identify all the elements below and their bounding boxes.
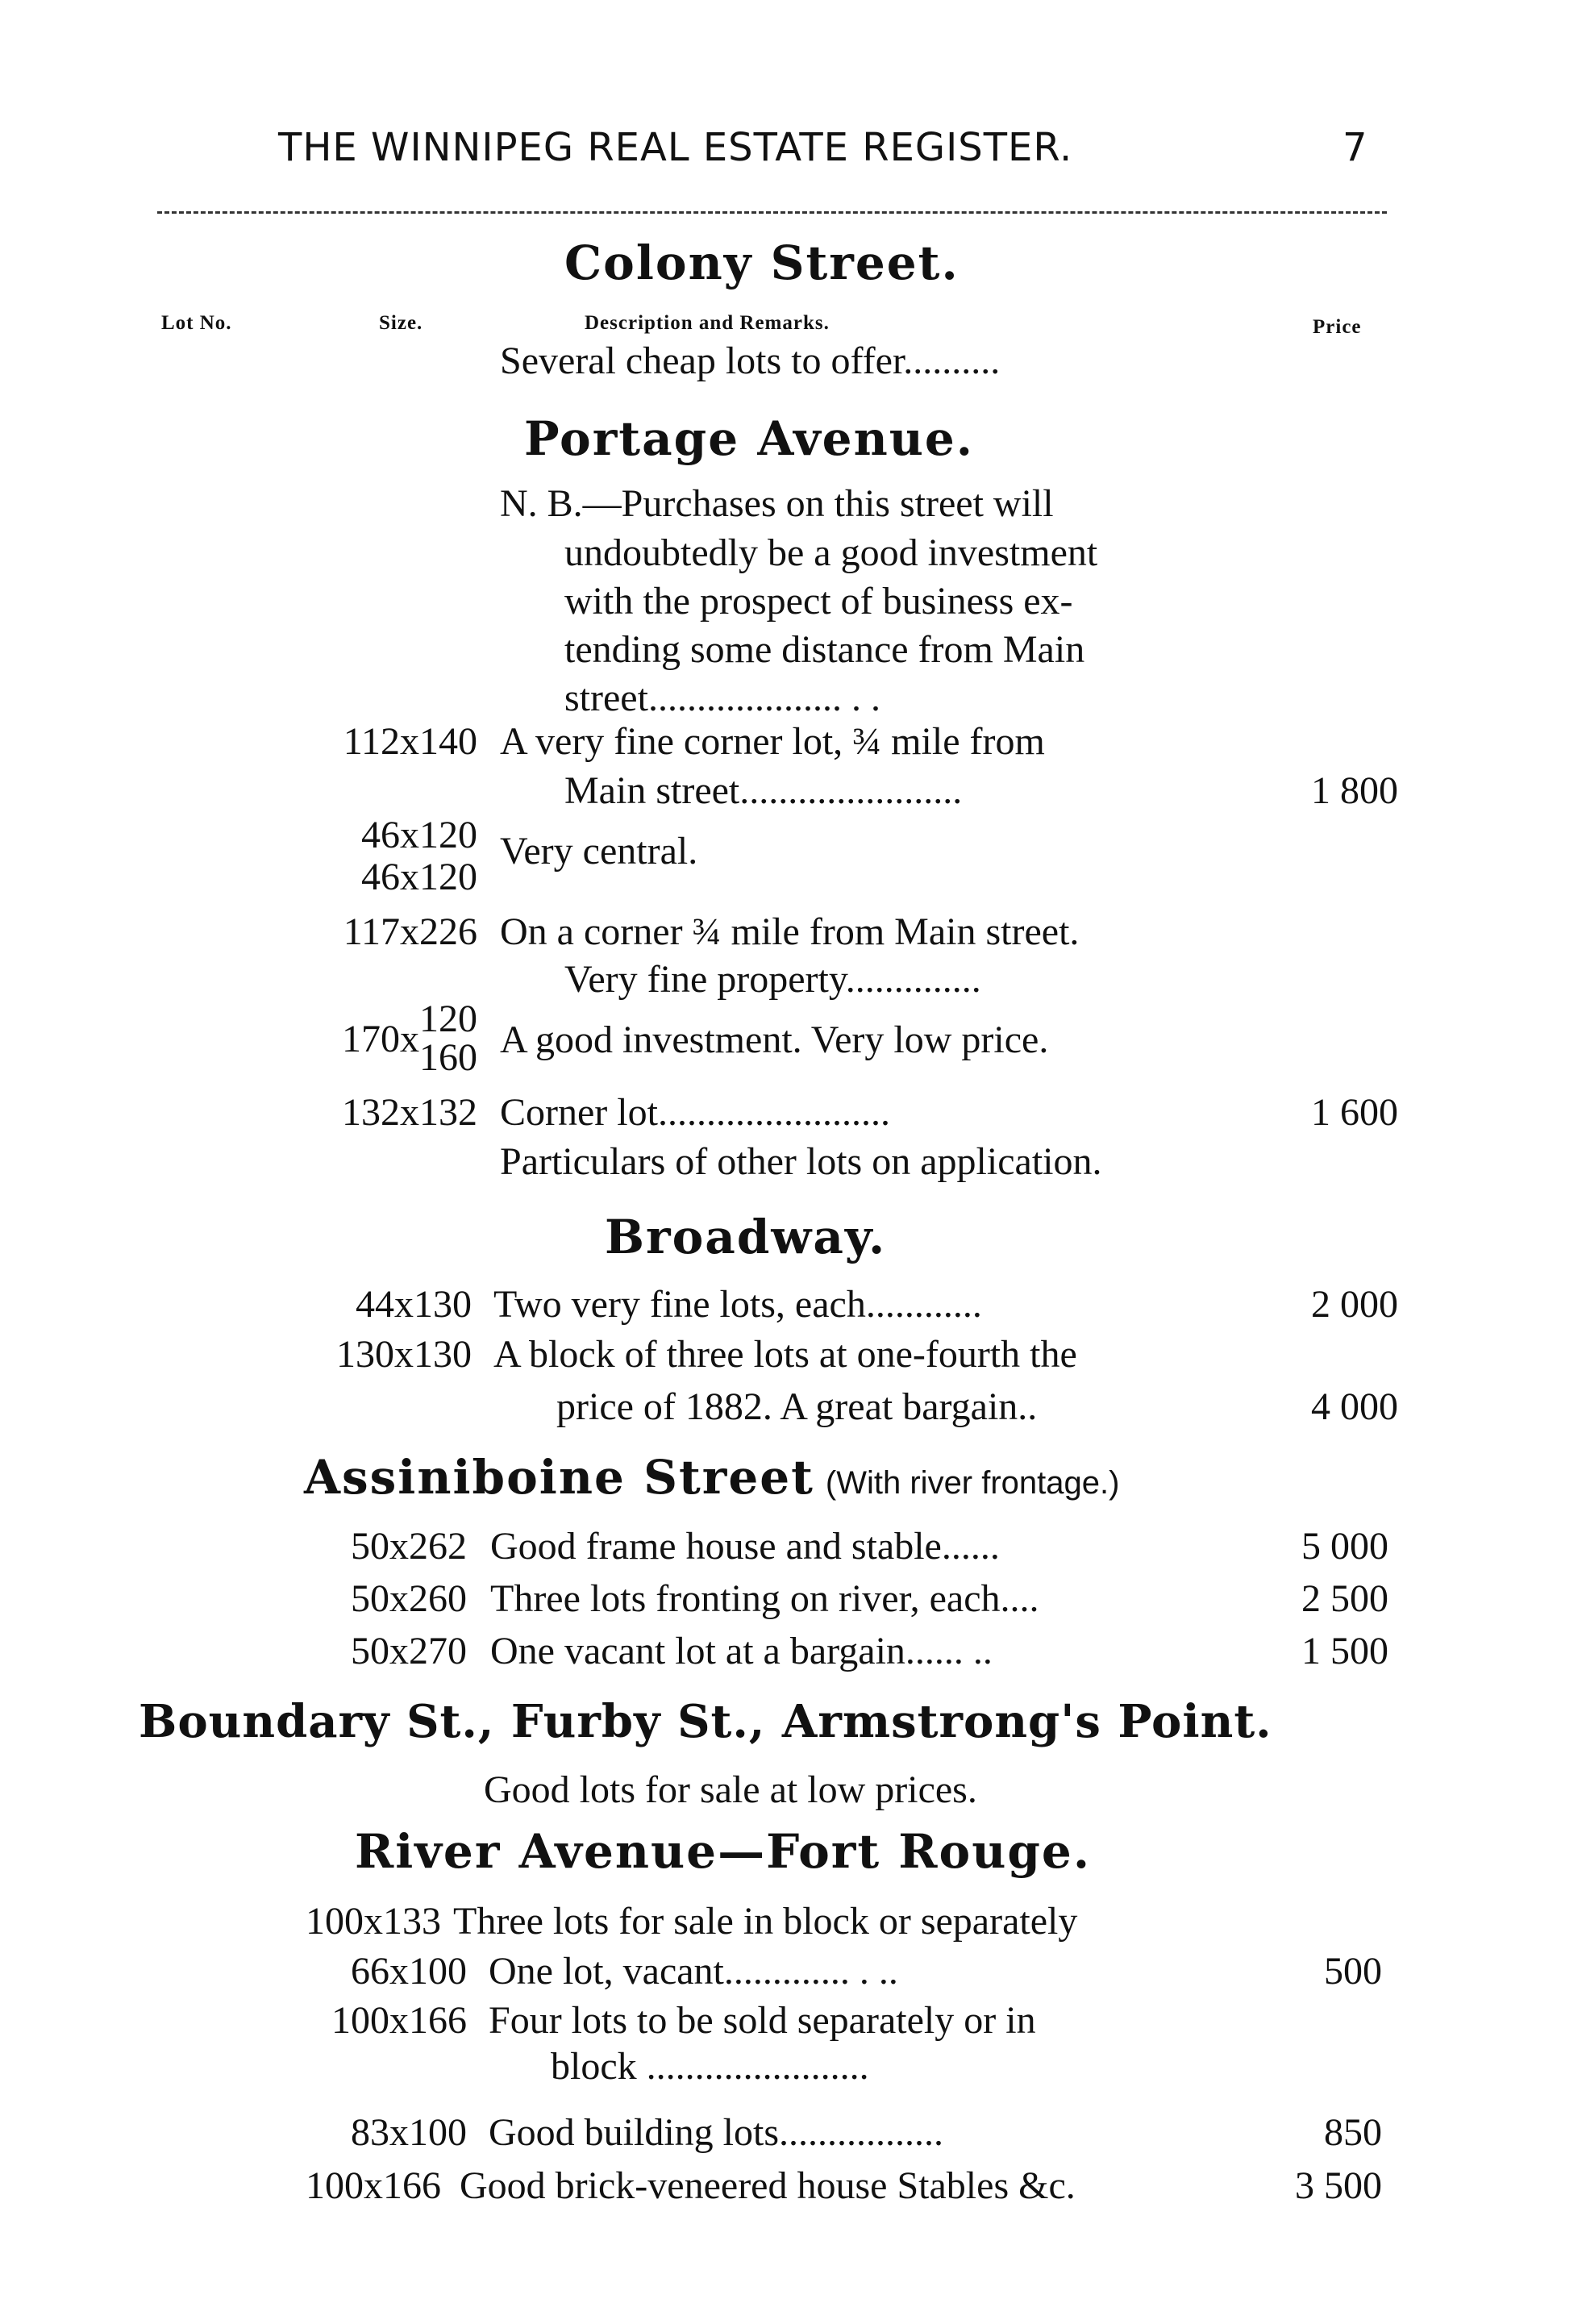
- portage-lot-4-size-bottom: 160: [419, 1036, 477, 1079]
- portage-lot-1-price: 1 800: [1311, 769, 1398, 812]
- section-title-assiniboine: Assiniboine Street: [304, 1450, 814, 1505]
- boundary-desc: Good lots for sale at low prices.: [484, 1768, 977, 1811]
- river-lot-5-desc: Good brick-veneered house Stables &c.: [460, 2164, 1076, 2207]
- portage-note-line-3: with the prospect of business ex-: [564, 580, 1073, 623]
- portage-lot-2-size-a: 46x120: [361, 814, 477, 856]
- portage-lot-2-desc: Very central.: [500, 830, 698, 873]
- assiniboine-lot-1-desc: Good frame house and stable......: [490, 1525, 1000, 1568]
- river-lot-2-desc: One lot, vacant............. . ..: [489, 1950, 898, 1993]
- portage-lot-4-size: [342, 997, 477, 1079]
- column-description: Description and Remarks.: [585, 312, 830, 334]
- portage-lot-2-size-b: 46x120: [361, 856, 477, 898]
- portage-lot-3-desc-1: On a corner ¾ mile from Main street.: [500, 910, 1080, 953]
- column-size: Size.: [379, 312, 423, 334]
- portage-lot-1-desc-1: A very fine corner lot, ¾ mile from: [500, 720, 1045, 763]
- river-lot-3-size: 100x166: [331, 1999, 467, 2042]
- portage-lot-3-size: 117x226: [343, 910, 477, 953]
- portage-lot-1-size: 112x140: [343, 720, 477, 763]
- river-lot-4-size: 83x100: [351, 2111, 467, 2154]
- river-lot-4-price: 850: [1324, 2111, 1382, 2154]
- assiniboine-lot-3-price: 1 500: [1301, 1630, 1388, 1672]
- assiniboine-lot-1-price: 5 000: [1301, 1525, 1388, 1568]
- page-number: 7: [1342, 125, 1368, 170]
- river-lot-5-price: 3 500: [1295, 2164, 1382, 2207]
- assiniboine-lot-3-desc: One vacant lot at a bargain...... ..: [490, 1630, 993, 1672]
- portage-lot-3-desc-2: Very fine property..............: [564, 958, 981, 1001]
- portage-footer-note: Particulars of other lots on application.: [500, 1140, 1102, 1183]
- section-title-boundary: Boundary St., Furby St., Armstrong's Point.: [139, 1695, 1272, 1748]
- broadway-lot-2-size: 130x130: [336, 1333, 472, 1376]
- river-lot-3-desc-1: Four lots to be sold separately or in: [489, 1999, 1036, 2042]
- broadway-lot-2-price: 4 000: [1311, 1385, 1398, 1428]
- portage-lot-1-desc-2: Main street.......................: [564, 769, 963, 812]
- broadway-lot-2-desc-2: price of 1882. A great bargain..: [556, 1385, 1038, 1428]
- header-rule: [157, 211, 1387, 214]
- running-title: THE WINNIPEG REAL ESTATE REGISTER.: [278, 125, 1073, 170]
- section-title-broadway: Broadway.: [605, 1210, 887, 1264]
- assiniboine-lot-2-desc: Three lots fronting on river, each....: [490, 1577, 1039, 1620]
- column-price: Price: [1313, 316, 1362, 338]
- colony-line: Several cheap lots to offer..........: [500, 339, 1001, 382]
- assiniboine-lot-2-size: 50x260: [351, 1577, 467, 1620]
- portage-lot-4-size-prefix: 170x: [342, 1017, 419, 1060]
- river-lot-1-size: 100x133: [306, 1900, 441, 1943]
- assiniboine-lot-2-price: 2 500: [1301, 1577, 1388, 1620]
- river-lot-2-size: 66x100: [351, 1950, 467, 1993]
- portage-lot-5-desc: Corner lot........................: [500, 1091, 890, 1134]
- river-lot-2-price: 500: [1324, 1950, 1382, 1993]
- broadway-lot-1-size: 44x130: [356, 1283, 472, 1326]
- column-lot-no: Lot No.: [161, 312, 232, 334]
- river-lot-1-desc: Three lots for sale in block or separately: [453, 1900, 1078, 1943]
- portage-note-line-4: tending some distance from Main: [564, 628, 1085, 671]
- broadway-lot-2-desc-1: A block of three lots at one-fourth the: [493, 1333, 1077, 1376]
- river-lot-3-desc-2: block .......................: [551, 2045, 869, 2088]
- portage-note-line-2: undoubtedly be a good investment: [564, 531, 1098, 574]
- broadway-lot-1-desc: Two very fine lots, each............: [493, 1283, 982, 1326]
- portage-lot-4-size-fraction: [419, 997, 477, 1079]
- portage-lot-5-size: 132x132: [342, 1091, 477, 1134]
- portage-lot-4-size-top: 120: [419, 997, 477, 1040]
- assiniboine-subtitle: (With river frontage.): [825, 1465, 1120, 1501]
- river-lot-4-desc: Good building lots.................: [489, 2111, 944, 2154]
- assiniboine-lot-3-size: 50x270: [351, 1630, 467, 1672]
- section-title-assiniboine-line: [304, 1450, 1119, 1505]
- river-lot-5-size: 100x166: [306, 2164, 441, 2207]
- portage-note-line-1: N. B.—Purchases on this street will: [500, 482, 1054, 525]
- portage-note-line-5: street.................... . .: [564, 677, 880, 719]
- portage-lot-5-price: 1 600: [1311, 1091, 1398, 1134]
- section-title-portage: Portage Avenue.: [524, 411, 975, 466]
- assiniboine-lot-1-size: 50x262: [351, 1525, 467, 1568]
- portage-lot-4-desc: A good investment. Very low price.: [500, 1018, 1049, 1061]
- broadway-lot-1-price: 2 000: [1311, 1283, 1398, 1326]
- section-title-river: River Avenue—Fort Rouge.: [355, 1824, 1092, 1879]
- section-title-colony: Colony Street.: [564, 235, 960, 290]
